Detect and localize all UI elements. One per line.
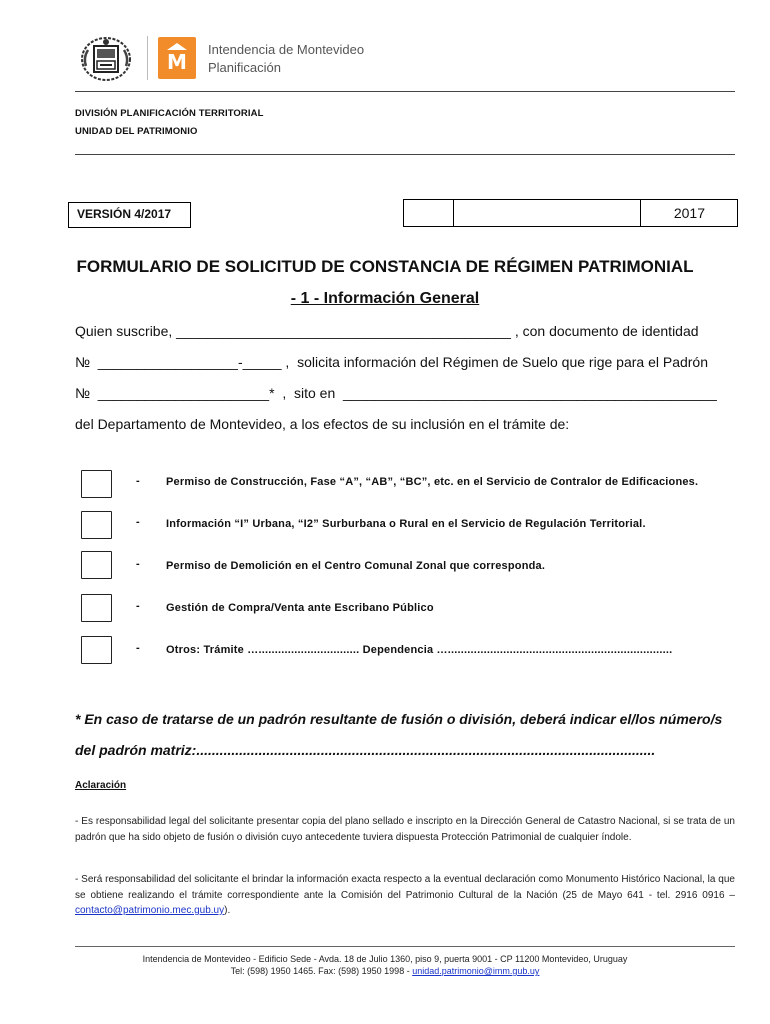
checkbox-permiso-demolicion[interactable] (81, 551, 112, 579)
option-otros[interactable]: Otros: Trámite …............................... Dependencia …..................................................................... (166, 644, 673, 656)
form-line-document[interactable]: № __________________-_____ , solicita información del Régimen de Suelo que rige para el Padrón (75, 354, 709, 370)
checkbox-informacion-urbana[interactable] (81, 511, 112, 539)
divider (75, 91, 735, 92)
division-name: DIVISIÓN PLANIFICACIÓN TERRITORIAL (75, 108, 264, 119)
footer-divider (75, 946, 735, 947)
footer-address: Intendencia de Montevideo - Edificio Sede - Avda. 18 de Julio 1360, piso 9, puerta 9001 - CP 11200 Montevideo, Uruguay (142, 954, 628, 964)
unit-name: UNIDAD DEL PATRIMONIO (75, 126, 198, 137)
section-title: - 1 - Información General (290, 290, 480, 307)
checkbox-otros[interactable] (81, 636, 112, 664)
year-field: 2017 (673, 205, 705, 221)
form-title: FORMULARIO DE SOLICITUD DE CONSTANCIA DE RÉGIMEN PATRIMONIAL (76, 257, 694, 276)
bullet-dash: - (136, 600, 140, 612)
aclaracion-paragraph-2 (75, 872, 735, 919)
aclaracion-heading: Aclaración (75, 780, 127, 791)
reference-field-2[interactable] (454, 200, 641, 226)
padron-matriz-field[interactable]: del padrón matriz:...................................................................................................................... (75, 742, 656, 758)
patrimonio-email-link[interactable]: contacto@patrimonio.mec.gub.uy (75, 905, 225, 916)
bullet-dash: - (136, 642, 140, 654)
option-permiso-demolicion: Permiso de Demolición en el Centro Comunal Zonal que corresponda. (166, 560, 546, 572)
header-divider (147, 36, 148, 80)
form-line-signer[interactable]: Quien suscribe, ___________________________________________ , con documento de identidad (75, 323, 699, 339)
montevideo-coat-of-arms-logo (80, 36, 132, 82)
org-name: Intendencia de Montevideo (208, 42, 365, 57)
bullet-dash: - (136, 558, 140, 570)
option-informacion-urbana: Información “I” Urbana, “I2” Surburbana o Rural en el Servicio de Regulación Territorial. (166, 518, 646, 530)
intendencia-logo (158, 37, 196, 79)
reference-field-1[interactable] (404, 200, 454, 226)
aclaracion-paragraph-2-text: - Será responsabilidad del solicitante el brindar la información exacta respecto a la eventual declaración como Monumento Histórico Nacional, la que se obtiene realizando el trámite correspondiente ante la Comisión del Patrimonio Cultural de la Nación (25 de Mayo 641 - tel. 2916 0916 – (75, 874, 735, 901)
footer-email-link[interactable]: unidad.patrimonio@imm.gub.uy (412, 966, 540, 976)
bullet-dash: - (136, 475, 140, 487)
checkbox-permiso-construccion[interactable] (81, 470, 112, 498)
option-permiso-construccion: Permiso de Construcción, Fase “A”, “AB”, “BC”, etc. en el Servicio de Contralor de Edificaciones. (166, 476, 699, 488)
bullet-dash: - (136, 516, 140, 528)
fusion-note: * En caso de tratarse de un padrón resultante de fusión o división, deberá indicar el/los número/s (75, 711, 723, 727)
aclaracion-paragraph-2-end: ). (224, 905, 231, 916)
reference-number-boxes (403, 199, 738, 227)
version-label: VERSIÓN 4/2017 (68, 202, 191, 228)
aclaracion-paragraph-1: - Es responsabilidad legal del solicitante presentar copia del plano sellado e inscripto en la Dirección General de Catastro Nacional, si se trata de un padrón que ha sido objeto de fusión o división cuyo antecedente tuviera dispuesta Protección Patrimonial de cualquier índole. (75, 816, 735, 843)
checkbox-compra-venta[interactable] (81, 594, 112, 622)
logo-letter: M (167, 50, 187, 74)
option-compra-venta: Gestión de Compra/Venta ante Escribano Público (166, 602, 434, 614)
form-line-purpose: del Departamento de Montevideo, a los efectos de su inclusión en el trámite de: (75, 416, 570, 432)
footer-contact (0, 966, 770, 976)
org-department: Planificación (208, 60, 281, 75)
divider (75, 154, 735, 155)
footer-phone: Tel: (598) 1950 1465. Fax: (598) 1950 1998 - (230, 966, 413, 976)
form-line-padron[interactable]: № ______________________* , sito en ________________________________________________ (75, 385, 717, 401)
